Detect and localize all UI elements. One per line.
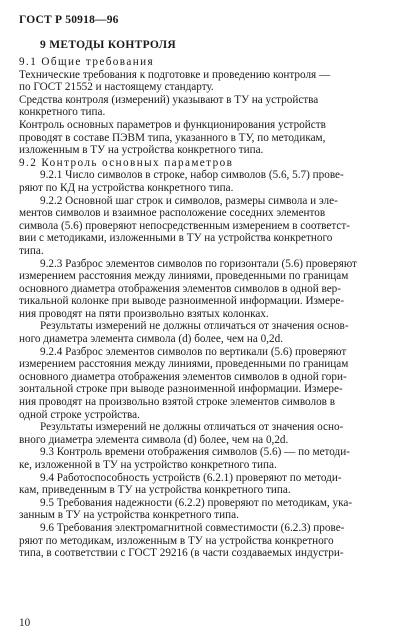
text-line: Результаты измерений не должны отличаться от значения осно-: [40, 421, 344, 434]
text-line: 9.3 Контроль времени отображения символов (5.6) — по методи-: [40, 446, 350, 459]
text-line: тикальной колонке при выводе разноименной информации. Измере-: [19, 295, 345, 308]
page-number: 10: [19, 617, 31, 629]
text-line: 9.2.3 Разброс элементов символов по горизонтали (5.6) проверяют: [40, 257, 357, 270]
text-line: вии с методиками, изложенными в ТУ на устройства конкретного: [19, 232, 333, 245]
document-body: [19, 56, 397, 560]
text-line: 9.2 Контроль основных параметров: [19, 156, 234, 169]
text-line: Технические требования к подготовке и проведению контроля —: [19, 68, 331, 81]
text-line: изложенным в ТУ на устройства конкретного типа.: [19, 144, 264, 157]
text-line: типа.: [19, 244, 44, 257]
text-line: Контроль основных параметров и функционирования устройств: [19, 118, 326, 131]
text-line: проводят в составе ПЭВМ типа, указанного в ТУ, по методикам,: [19, 131, 326, 144]
text-line: конкретного типа.: [19, 106, 106, 119]
section-title: 9 МЕТОДЫ КОНТРОЛЯ: [40, 39, 177, 51]
text-line: занным в ТУ на устройства конкретного типа.: [19, 509, 239, 522]
text-line: ния проводят на пяти произвольно взятых колонках.: [19, 307, 269, 320]
text-line: ментов символов и взаимное расположение соседних элементов: [19, 207, 326, 220]
text-line: 9.2.2 Основной шаг строк и символов, размеры символа и эле-: [40, 194, 338, 207]
text-line: зонтальной строке при выводе разноименной информации. Измере-: [19, 383, 343, 396]
text-line: типа, в соответствии с ГОСТ 29216 (в части создаваемых индустри-: [19, 547, 344, 560]
text-line: одной строке устройства.: [19, 408, 140, 421]
text-line: 9.5 Требования надежности (6.2.2) проверяют по методикам, ука-: [40, 496, 353, 509]
text-line: ния проводят на произвольно взятой строке элементов символов в: [19, 396, 336, 409]
text-line: по ГОСТ 21552 и настоящему стандарту.: [19, 81, 214, 94]
text-line: кам, приведенным в ТУ на устройства конкретного типа.: [19, 484, 291, 497]
text-line: основного диаметра отображения элементов символов в одной гори-: [19, 370, 347, 383]
text-line: вного диаметра элемента символа (d) более, чем на 0,2d.: [19, 433, 289, 446]
text-line: ряют по методикам, изложенным в ТУ на устройства конкретного: [19, 534, 334, 547]
text-line: 9.2.4 Разброс элементов символов по вертикали (5.6) проверяют: [40, 345, 347, 358]
text-line: измерением расстояния между линиями, проведенными по границам: [19, 270, 349, 283]
text-line: 9.2.1 Число символов в строке, набор символов (5.6, 5.7) прове-: [40, 169, 344, 182]
text-line: 9.6 Требования электромагнитной совместимости (6.2.3) прове-: [40, 521, 345, 534]
text-line: символа (5.6) проверяют непосредственным измерением в соответст-: [19, 219, 350, 232]
document-header: ГОСТ Р 50918—96: [19, 14, 119, 26]
text-line: измерением расстояния между линиями, проведенными по границам: [19, 358, 349, 371]
text-line: ке, изложенной в ТУ на устройство конкретного типа.: [19, 459, 277, 471]
text-line: ного диаметра элемента символа (d) более, чем на 0,2d.: [19, 333, 284, 346]
text-line: Результаты измерений не должны отличаться от значения основ-: [40, 320, 349, 333]
text-line: 9.4 Работоспособность устройств (6.2.1) проверяют по методи-: [40, 471, 342, 484]
text-line: 9.1 Общие требования: [19, 56, 155, 68]
text-line: Средства контроля (измерений) указывают в ТУ на устройства: [19, 93, 319, 106]
text-line: основного диаметра отображения элементов символов в одной вер-: [19, 282, 341, 295]
text-line: ряют по КД на устройства конкретного типа.: [19, 181, 234, 194]
